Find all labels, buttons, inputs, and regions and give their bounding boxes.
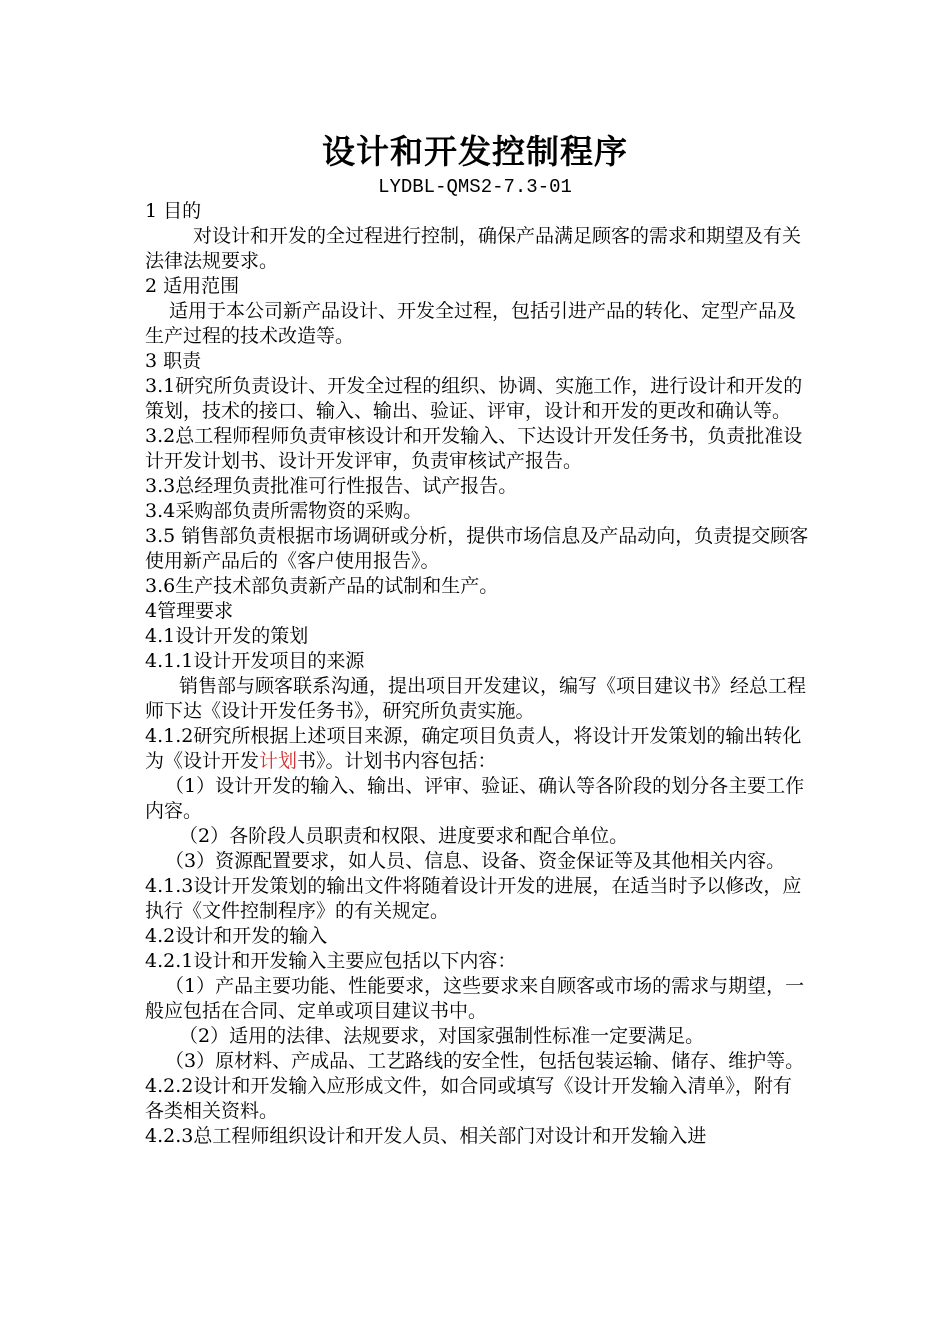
section-4-1-heading: 4.1设计开发的策划 [145, 625, 309, 647]
section-4-1-2 [145, 724, 810, 774]
section-4-1-1-text: 销售部与顾客联系沟通，提出项目开发建议，编写《项目建议书》经总工程师下达《设计开发任务书》，研究所负责实施。 [145, 675, 807, 722]
section-3-1: 3.1研究所负责设计、开发全过程的组织、协调、实施工作，进行设计和开发的策划，技术的接口、输入、输出、验证、评审，设计和开发的更改和确认等。 [145, 375, 803, 422]
section-4-2-heading: 4.2设计和开发的输入 [145, 925, 328, 947]
section-2-text: 适用于本公司新产品设计、开发全过程，包括引进产品的转化、定型产品及生产过程的技术改造等。 [145, 300, 797, 347]
section-4-2-1-item-3: （3）原材料、产成品、工艺路线的安全性，包括包装运输、储存、维护等。 [165, 1050, 805, 1072]
document-body [145, 199, 810, 1149]
section-4-1-2-item-3: （3）资源配置要求，如人员、信息、设备、资金保证等及其他相关内容。 [165, 850, 786, 872]
section-3-3: 3.3总经理负责批准可行性报告、试产报告。 [145, 475, 518, 497]
section-4-2-2: 4.2.2设计和开发输入应形成文件，如合同或填写《设计开发输入清单》，附有各类相关资料。 [145, 1075, 792, 1122]
section-4-1-2-item-2: （2）各阶段人员职责和权限、进度要求和配合单位。 [179, 825, 629, 847]
section-2-heading: 2 适用范围 [145, 275, 240, 297]
section-3-2: 3.2总工程师程师负责审核设计和开发输入、下达设计开发任务书，负责批准设计开发计划书、设计开发评审，负责审核试产报告。 [145, 425, 803, 472]
section-1-heading: 1 目的 [145, 200, 202, 222]
section-4-2-1-heading: 4.2.1设计和开发输入主要应包括以下内容： [145, 950, 517, 972]
section-1-text: 对设计和开发的全过程进行控制，确保产品满足顾客的需求和期望及有关法律法规要求。 [145, 225, 802, 272]
section-3-5: 3.5 销售部负责根据市场调研或分析，提供市场信息及产品动向，负责提交顾客使用新产品后的《客户使用报告》。 [145, 525, 809, 572]
section-4-1-2-part-b: 书》。计划书内容包括： [297, 750, 497, 772]
document-code: LYDBL-QMS2-7.3-01 [378, 176, 572, 198]
section-3-heading: 3 职责 [145, 350, 202, 372]
section-4-1-2-part-a: 4.1.2研究所根据上述项目来源，确定项目负责人，将设计开发策划的输出转化为《设计开发 [145, 725, 802, 772]
section-3-6: 3.6生产技术部负责新产品的试制和生产。 [145, 575, 499, 597]
section-4-1-1-heading: 4.1.1设计开发项目的来源 [145, 650, 365, 672]
section-4-2-1-item-1: （1）产品主要功能、性能要求，这些要求来自顾客或市场的需求与期望，一般应包括在合同、定单或项目建议书中。 [145, 975, 805, 1022]
highlight-plan-text: 计划 [259, 750, 298, 772]
section-3-4: 3.4采购部负责所需物资的采购。 [145, 500, 423, 522]
section-4-1-3: 4.1.3设计开发策划的输出文件将随着设计开发的进展，在适当时予以修改，应执行《文件控制程序》的有关规定。 [145, 875, 802, 922]
document-title: 设计和开发控制程序 [322, 132, 628, 171]
section-4-2-1-item-2: （2）适用的法律、法规要求，对国家强制性标准一定要满足。 [179, 1025, 705, 1047]
section-4-2-3: 4.2.3总工程师组织设计和开发人员、相关部门对设计和开发输入进 [145, 1125, 707, 1147]
section-4-1-2-item-1: （1）设计开发的输入、输出、评审、验证、确认等各阶段的划分各主要工作内容。 [145, 775, 805, 822]
section-4-heading: 4管理要求 [145, 600, 234, 622]
